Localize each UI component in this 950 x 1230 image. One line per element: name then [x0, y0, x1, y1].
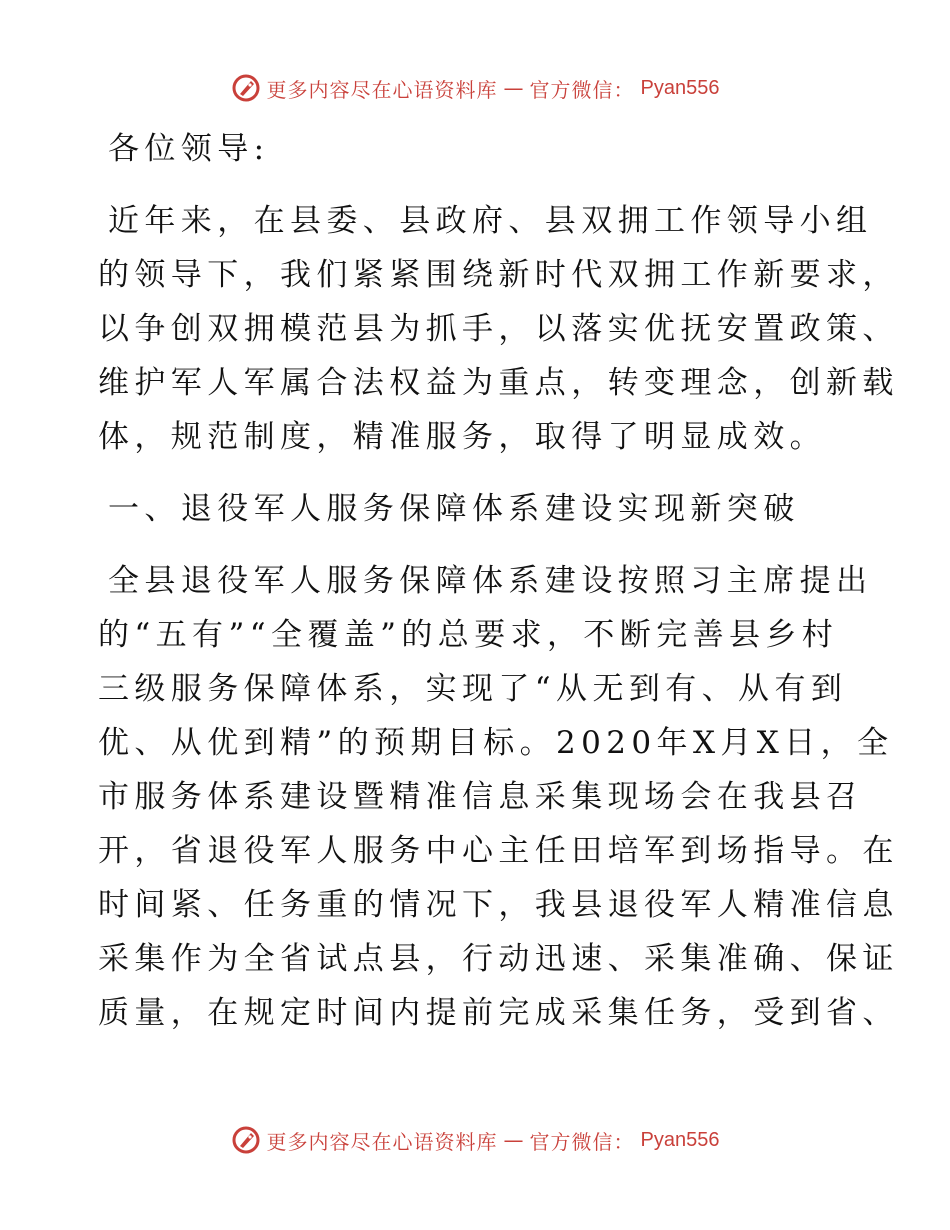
section-heading-text: 一、退役军人服务保障体系建设实现新突破 [108, 491, 800, 527]
paragraph-line: 优、从优到精”的预期目标。2020年X月X日，全 [98, 725, 894, 761]
paragraph-line: 全县退役军人服务保障体系建设按照习主席提出 [108, 563, 873, 599]
paragraph-line: 体，规范制度，精准服务，取得了明显成效。 [98, 419, 826, 455]
paragraph-line: 时间紧、任务重的情况下，我县退役军人精准信息 [98, 887, 899, 923]
header-watermark [0, 68, 950, 108]
paragraph-intro [98, 194, 899, 464]
salutation: 各位领导: [108, 131, 270, 167]
paragraph-line: 以争创双拥模范县为抓手，以落实优抚安置政策、 [98, 311, 899, 347]
paragraph-line: 近年来，在县委、县政府、县双拥工作领导小组 [108, 203, 873, 239]
paragraph-line: 的“五有”“全覆盖”的总要求，不断完善县乡村 [98, 617, 839, 653]
paragraph-line: 采集作为全省试点县，行动迅速、采集准确、保证 [98, 941, 899, 977]
watermark-wechat-id: Pyan556 [640, 1128, 720, 1151]
paragraph-line: 三级服务保障体系，实现了“从无到有、从有到 [98, 671, 848, 707]
pen-nib-logo-icon [231, 73, 261, 103]
pen-nib-logo-icon [231, 1125, 261, 1155]
watermark-dash: — [503, 76, 524, 100]
paragraph-service-system [98, 554, 899, 1040]
footer-watermark [0, 1120, 950, 1160]
paragraph-line: 维护军人军属合法权益为重点，转变理念，创新载 [98, 365, 899, 401]
watermark-text: 更多内容尽在心语资料库 [266, 1129, 498, 1154]
paragraph-line: 市服务体系建设暨精准信息采集现场会在我县召 [98, 779, 863, 815]
watermark-text: 更多内容尽在心语资料库 [266, 77, 498, 102]
paragraph-line: 开，省退役军人服务中心主任田培军到场指导。在 [98, 833, 899, 869]
paragraph-line: 质量，在规定时间内提前完成采集任务，受到省、 [98, 995, 899, 1031]
document-body [98, 122, 899, 1058]
watermark-dash: — [503, 1128, 524, 1152]
section-heading [98, 482, 850, 536]
watermark-label: 官方微信： [529, 1129, 635, 1154]
watermark-label: 官方微信： [529, 77, 635, 102]
watermark-wechat-id: Pyan556 [640, 76, 720, 99]
paragraph-line: 的领导下，我们紧紧围绕新时代双拥工作新要求， [98, 257, 899, 293]
